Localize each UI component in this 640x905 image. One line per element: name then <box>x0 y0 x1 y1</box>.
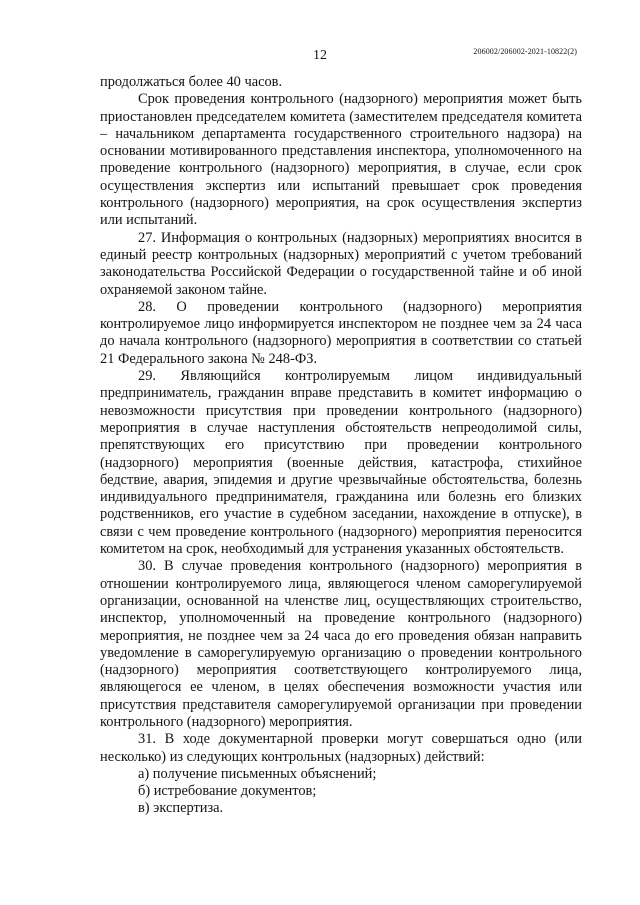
page-number: 12 <box>313 48 327 63</box>
paragraph-28: 28. О проведении контрольного (надзорного) мероприятия контролируемое лицо информируется инспектором не позднее чем за 24 часа до начала контрольного (надзорного) мероприятия в соответствии со статьей 21 Федерального закона № 248-ФЗ. <box>100 298 582 367</box>
paragraph-30: 30. В случае проведения контрольного (надзорного) мероприятия в отношении контролируемого лица, являющегося членом саморегулируемой организации, основанной на членстве лиц, осуществляющих строительство, инспектор, уполномоченный на проведение контрольного (надзорного) мероприятия, не позднее чем за 24 часа до его проведения обязан направить уведомление в саморегулируемую организацию о проведении контрольного (надзорного) мероприятия соответствующего контролируемого лица, являющегося ее членом, в целях обеспечения возможности участия или присутствия представителя саморегулируемой организации при проведении контрольного (надзорного) мероприятия. <box>100 558 582 730</box>
paragraph-continuation: продолжаться более 40 часов. <box>100 74 283 90</box>
paragraph-27: 27. Информация о контрольных (надзорных) мероприятиях вносится в единый реестр контрольных (надзорных) мероприятий с учетом требований законодательства Российской Федерации о государственной тайне и об иной охраняемой законом тайне. <box>100 229 582 298</box>
list-item-b: б) истребование документов; <box>138 783 317 800</box>
paragraph-29: 29. Являющийся контролируемым лицом индивидуальный предприниматель, гражданин вправе представить в комитет информацию о невозможности присутствия при проведении контрольного (надзорного) мероприятия в случае наступления обстоятельств непреодолимой силы, препятствующих его присутствию при проведении контрольного (надзорного) мероприятия (военные действия, катастрофа, стихийное бедствие, авария, эпидемия и другие чрезвычайные обстоятельства, болезнь индивидуального предпринимателя, гражданина или болезнь его близких родственников, его участие в судебном заседании, нахождение в отпуске), в связи с чем проведение контрольного (надзорного) мероприятия переносится комитетом на срок, необходимый для устранения указанных обстоятельств. <box>100 368 582 558</box>
paragraph-31: 31. В ходе документарной проверки могут совершаться одно (или несколько) из следующих контрольных (надзорных) действий: <box>100 731 582 765</box>
list-item-a: а) получение письменных объяснений; <box>138 765 377 782</box>
document-body <box>100 74 582 818</box>
paragraph-suspension: Срок проведения контрольного (надзорного) мероприятия может быть приостановлен председателем комитета (заместителем председателя комитета – начальником департамента государственного строительного надзора) на основании мотивированного представления инспектора, уполномоченного на проведение контрольного (надзорного) мероприятия, в случае, если срок осуществления экспертиз или испытаний превышает срок проведения контрольного (надзорного) мероприятия, на срок осуществления экспертиз или испытаний. <box>100 91 582 229</box>
document-code: 206002/206002-2021-10822(2) <box>473 47 577 56</box>
list-item-c: в) экспертиза. <box>138 800 224 817</box>
